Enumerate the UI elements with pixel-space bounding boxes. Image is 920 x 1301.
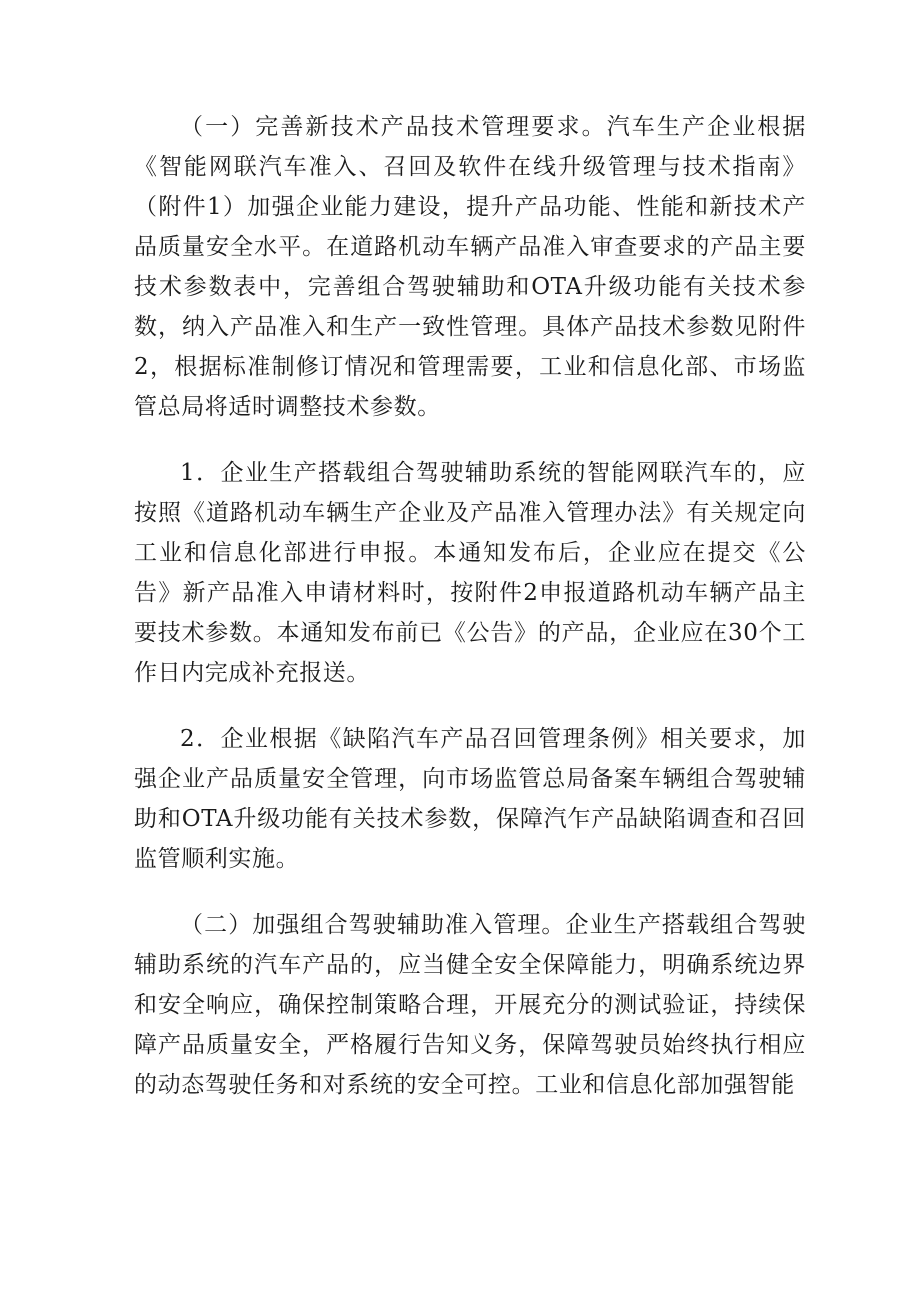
paragraph-4: （二）加强组合驾驶辅助准入管理。企业生产搭载组合驾驶辅助系统的汽车产品的，应当健全安全保障能力，明确系统边界和安全响应，确保控制策略合理，开展充分的测试验证，持续保障产品质量安全，严格履行告知义务，保障驾驶员始终执行相应的动态驾驶任务和对系统的安全可控。工业和信息化部加强智能 — [134, 912, 806, 1098]
paragraph-3: 2．企业根据《缺陷汽车产品召回管理条例》相关要求，加强企业产品质量安全管理，向市场监管总局备案车辆组合驾驶辅助和OTA升级功能有关技术参数，保障汽乍产品缺陷调查和召回监管顺利实施。 — [134, 726, 806, 872]
paragraph-1: （一）完善新技术产品技术管理要求。汽车生产企业根据《智能网联汽车准入、召回及软件在线升级管理与技术指南》（附件1）加强企业能力建设，提升产品功能、性能和新技术产品质量安全水平。在道路机动车辆产品准入审查要求的产品主要技术参数表中，完善组合驾驶辅助和OTA升级功能有关技术参数，纳入产品准入和生产一致性管理。具体产品技术参数见附件2，根据标准制修订情况和管理需要，工业和信息化部、市场监管总局将适时调整技术参数。 — [134, 114, 806, 420]
document-body — [134, 107, 806, 1131]
paragraph-2: 1．企业生产搭载组合驾驶辅助系统的智能网联汽车的，应按照《道路机动车辆生产企业及产品准入管理办法》有关规定向工业和信息化部进行申报。本通知发布后，企业应在提交《公告》新产品准入申请材料时，按附件2申报道路机动车辆产品主要技术参数。本通知发布前已《公告》的产品，企业应在30个工作日内完成补充报送。 — [134, 460, 806, 686]
